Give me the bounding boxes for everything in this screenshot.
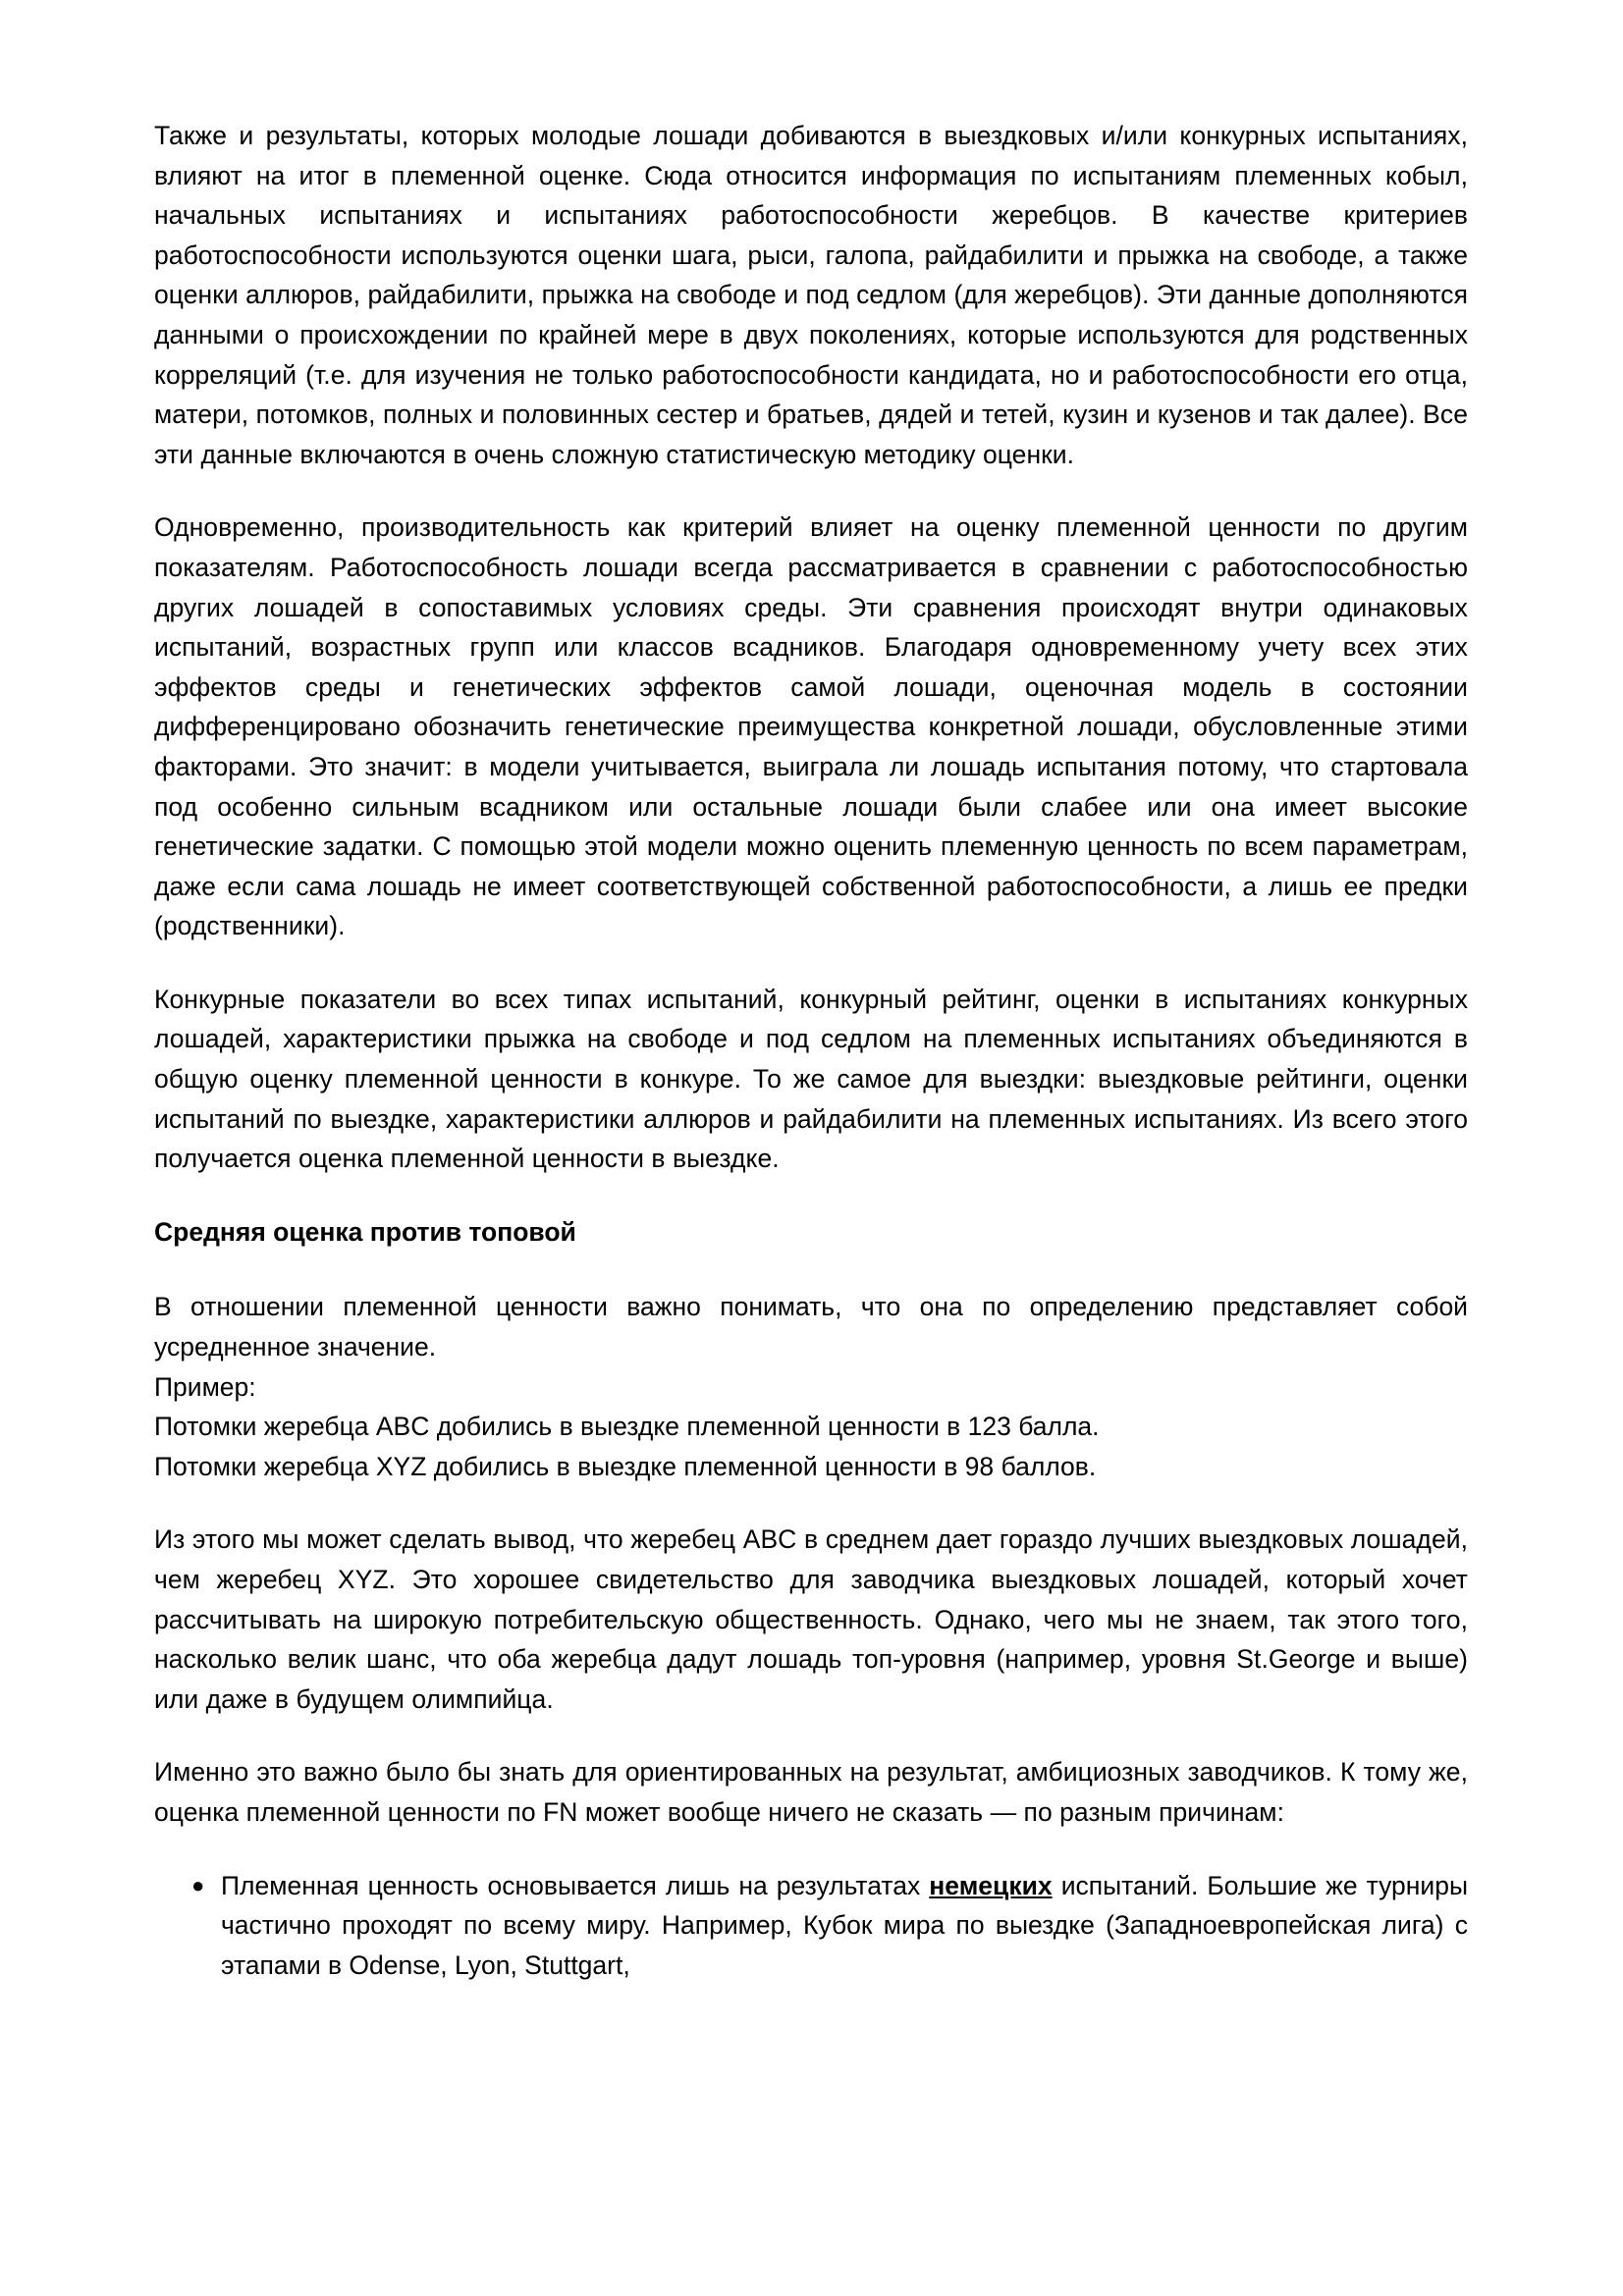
- bullet-text-after: испытаний. Большие же турниры частично проходят по всему миру. Например, Кубок мира по выездке (Западноевропейская лига) с этапами в Odense, Lyon, Stuttgart,: [221, 1870, 1468, 1980]
- example-label: Пример:: [154, 1371, 256, 1402]
- bullet-emphasis: немецких: [929, 1870, 1053, 1900]
- page-content: [154, 116, 1468, 1985]
- paragraph-1: Также и результаты, которых молодые лошади добиваются в выездковых и/или конкурных испытаниях, влияют на итог в племенной оценке. Сюда относится информация по испытаниям племенных кобыл, начальных испытаниях и испытаниях работоспособности жеребцов. В качестве критериев работоспособности используются оценки шага, рыси, галопа, райдабилити и прыжка на свободе, а также оценки аллюров, райдабилити, прыжка на свободе и под седлом (для жеребцов). Эти данные дополняются данными о происхождении по крайней мере в двух поколениях, которые используются для родственных корреляций (т.е. для изучения не только работоспособности кандидата, но и работоспособности его отца, матери, потомков, полных и половинных сестер и братьев, дядей и тетей, кузин и кузенов и так далее). Все эти данные включаются в очень сложную статистическую методику оценки.: [154, 121, 1468, 469]
- example-block: [154, 1287, 1468, 1486]
- paragraph-5: Именно это важно было бы знать для ориентированных на результат, амбициозных заводчиков. К тому же, оценка племенной ценности по FN может вообще ничего не сказать — по разным причинам:: [154, 1757, 1468, 1827]
- paragraph-4: Из этого мы может сделать вывод, что жеребец ABC в среднем дает гораздо лучших выездковых лошадей, чем жеребец XYZ. Это хорошее свидетельство для заводчика выездковых лошадей, который хочет рассчитывать на широкую потребительскую общественность. Однако, чего мы не знаем, так этого того, насколько велик шанс, что оба жеребца дадут лошадь топ-уровня (например, уровня St.George и выше) или даже в будущем олимпийца.: [154, 1524, 1468, 1714]
- bullet-icon: ●: [191, 1872, 205, 1897]
- list-item: [154, 1866, 1468, 1986]
- bullet-list: [154, 1866, 1468, 1986]
- example-line-xyz: Потомки жеребца XYZ добились в выездке племенной ценности в 98 баллов.: [154, 1451, 1097, 1481]
- paragraph-3: Конкурные показатели во всех типах испытаний, конкурный рейтинг, оценки в испытаниях конкурных лошадей, характеристики прыжка на свободе и под седлом на племенных испытаниях объединяются в общую оценку племенной ценности в конкуре. То же самое для выездки: выездковые рейтинги, оценки испытаний по выездке, характеристики аллюров и райдабилити на племенных испытаниях. Из всего этого получается оценка племенной ценности в выездке.: [154, 984, 1468, 1174]
- example-line-abc: Потомки жеребца ABC добились в выездке племенной ценности в 123 балла.: [154, 1412, 1100, 1442]
- example-intro: В отношении племенной ценности важно понимать, что она по определению представляет собой усредненное значение.: [154, 1292, 1468, 1362]
- paragraph-2: Одновременно, производительность как критерий влияет на оценку племенной ценности по другим показателям. Работоспособность лошади всегда рассматривается в сравнении с работоспособностью других лошадей в сопоставимых условиях среды. Эти сравнения происходят внутри одинаковых испытаний, возрастных групп или классов всадников. Благодаря одновременному учету всех этих эффектов среды и генетических эффектов самой лошади, оценочная модель в состоянии дифференцировано обозначить генетические преимущества конкретной лошади, обусловленные этими факторами. Это значит: в модели учитывается, выиграла ли лошадь испытания потому, что стартовала под особенно сильным всадником или остальные лошади были слабее или она имеет высокие генетические задатки. С помощью этой модели можно оценить племенную ценность по всем параметрам, даже если сама лошадь не имеет соответствующей собственной работоспособности, а лишь ее предки (родственники).: [154, 512, 1468, 941]
- bullet-text-before: Племенная ценность основывается лишь на результатах: [221, 1870, 930, 1900]
- section-heading: Средняя оценка против топовой: [154, 1216, 576, 1247]
